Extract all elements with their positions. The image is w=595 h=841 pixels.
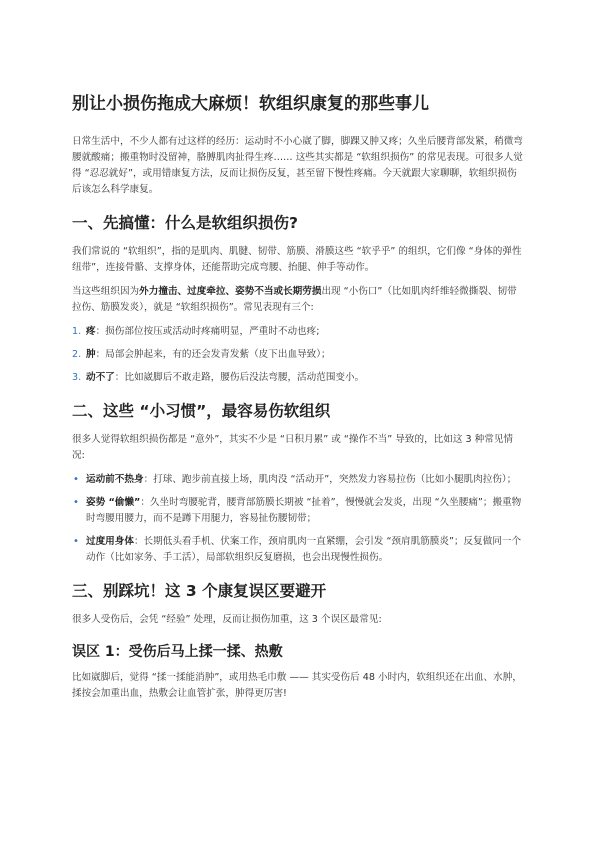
bullet-icon: • xyxy=(73,536,79,547)
list-number: 3. xyxy=(72,372,82,383)
list-text: ：久坐时弯腰驼背，腰背部筋膜长期被 “扯着”，慢慢就会发炎，出现 “久坐腰痛”；搬重物时弯腰用腰力，而不是蹲下用腿力，容易扯伤腰韧带； xyxy=(86,497,522,524)
intro-paragraph: 日常生活中，不少人都有过这样的经历：运动时不小心崴了脚，脚踝又肿又疼；久坐后腰背部发紧，稍微弯腰就酸痛；搬重物时没留神，胳膊肌肉扯得生疼…… 这些其实都是 “软组织损伤” 的常见表现。可很多人觉得 “忍忍就好”，或用错康复方法，反而让损伤反复，甚至留下慢性疼痛。今天就跟大家聊聊，软组织损伤后该怎么科学康复。 xyxy=(72,136,523,195)
list-item xyxy=(72,472,523,488)
list-term: 运动前不热身 xyxy=(86,474,144,485)
list-text: ：损伤部位按压或活动时疼痛明显，严重时不动也疼; xyxy=(95,326,320,337)
section-1-heading: 一、先搞懂：什么是软组织损伤? xyxy=(72,214,298,232)
myth-1-paragraph: 比如崴脚后，觉得 “揉一揉能消肿”，或用热毛巾敷 —— 其实受伤后 48 小时内，软组织还在出血、水肿，揉按会加重出血，热敷会让血管扩张，肿得更厉害! xyxy=(72,672,522,699)
myth-1-heading: 误区 1：受伤后马上揉一揉、热敷 xyxy=(72,644,283,660)
list-item xyxy=(72,347,523,363)
section-3-paragraph: 很多人受伤后，会凭 “经验” 处理，反而让损伤加重，这 3 个误区最常见: xyxy=(72,614,382,625)
bullet-icon: • xyxy=(73,497,79,508)
section-1-p2-post: 出现 “小伤口”（比如肌肉纤维轻微撕裂、韧带拉伤、筋膜发炎），就是 “软组织损伤”。常见表现有三个: xyxy=(72,286,517,313)
section-2-heading: 二、这些 “小习惯”，最容易伤软组织 xyxy=(72,402,331,420)
list-text: ：比如崴脚后不敢走路，腰伤后没法弯腰，活动范围变小。 xyxy=(114,372,365,383)
page-title: 别让小损伤拖成大麻烦！软组织康复的那些事儿 xyxy=(72,94,429,114)
list-text: ：打球、跑步前直接上场，肌肉没 “活动开”，突然发力容易拉伤（比如小腿肌肉拉伤）； xyxy=(143,474,517,485)
symptom-list xyxy=(72,324,523,386)
list-item xyxy=(72,370,523,386)
list-term: 动不了 xyxy=(86,372,115,383)
section-1-paragraph-1: 我们常说的 “软组织”，指的是肌肉、肌腱、韧带、筋膜、滑膜这些 “软乎乎” 的组织，它们像 “身体的弹性纽带”，连接骨骼、支撑身体，还能帮助完成弯腰、抬腿、伸手等动作。 xyxy=(72,246,522,273)
list-term: 疼 xyxy=(86,326,96,337)
list-term: 姿势 “偷懒” xyxy=(86,497,141,508)
bullet-icon: • xyxy=(73,474,79,485)
list-term: 肿 xyxy=(86,349,96,360)
list-number: 1. xyxy=(72,326,82,337)
habit-list xyxy=(72,472,523,566)
section-1-p2-bold: 外力撞击、过度牵拉、姿势不当或长期劳损 xyxy=(139,286,322,297)
section-3-heading: 三、别踩坑！这 3 个康复误区要避开 xyxy=(72,582,327,600)
list-text: ：局部会肿起来，有的还会发青发紫（皮下出血导致）； xyxy=(95,349,331,360)
list-item xyxy=(72,495,523,527)
section-1-p2-pre: 当这些组织因为 xyxy=(72,286,140,297)
section-2-paragraph: 很多人觉得软组织损伤都是 “意外”，其实不少是 “日积月累” 或 “操作不当” 导致的，比如这 3 种常见情况: xyxy=(72,434,514,461)
list-text: ：长期低头看手机、伏案工作，颈肩肌肉一直紧绷，会引发 “颈肩肌筋膜炎”；反复做同一个动作（比如家务、手工活），局部软组织反复磨损，也会出现慢性损伤。 xyxy=(86,536,522,563)
list-number: 2. xyxy=(72,349,82,360)
section-1-paragraph-2 xyxy=(72,284,523,316)
list-item xyxy=(72,534,523,566)
list-term: 过度用身体 xyxy=(86,536,134,547)
list-item xyxy=(72,324,523,340)
